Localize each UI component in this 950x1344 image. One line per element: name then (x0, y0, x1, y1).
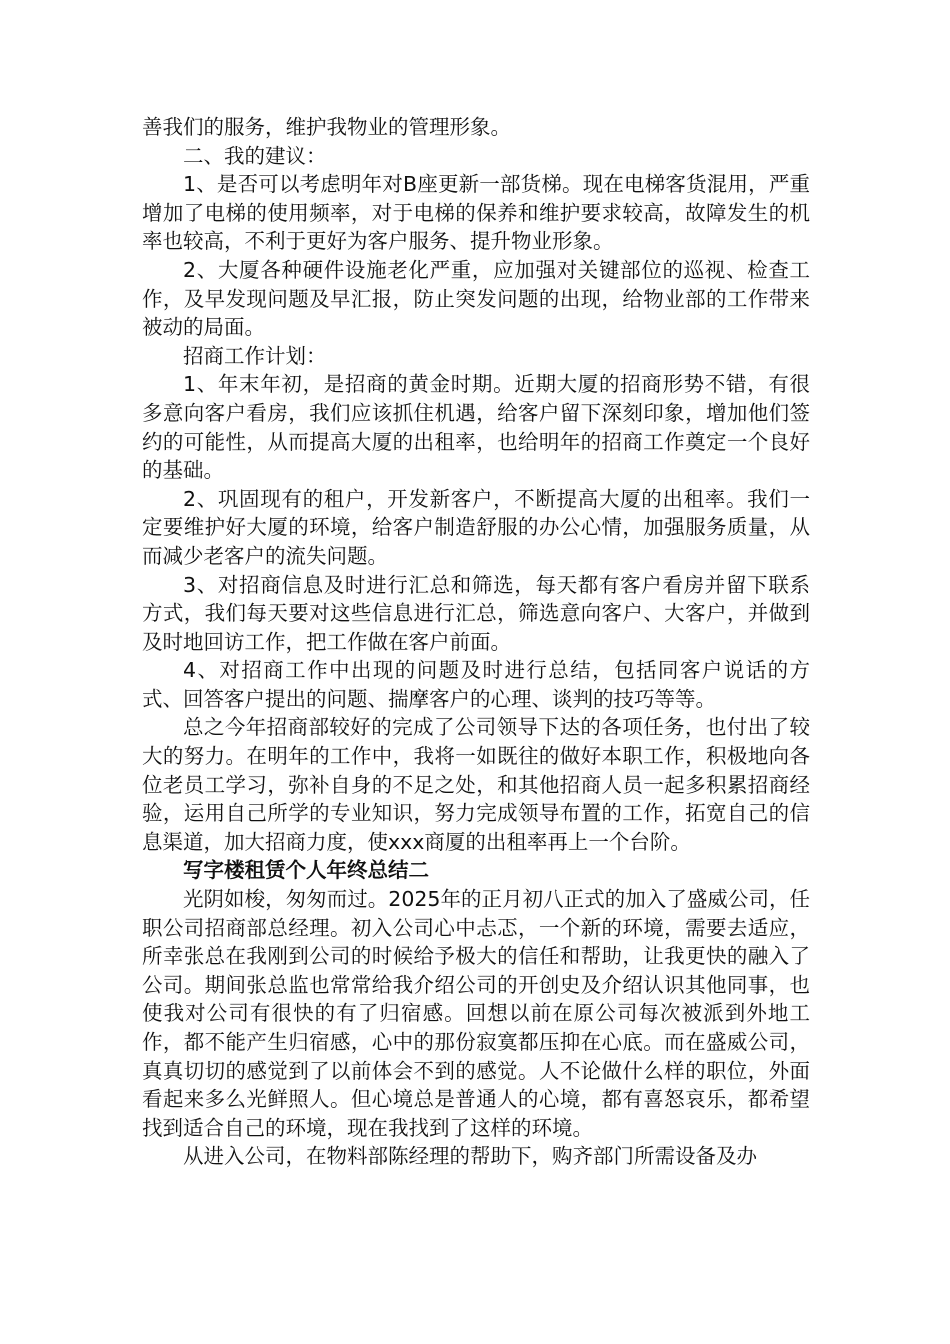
paragraph: 2、大厦各种硬件设施老化严重，应加强对关键部位的巡视、检查工作，及早发现问题及早汇报，防止突发问题的出现，给物业部的工作带来被动的局面。 (142, 257, 810, 340)
section-heading: 招商工作计划： (183, 343, 327, 368)
paragraph: 2、巩固现有的租户，开发新客户，不断提高大厦的出租率。我们一定要维护好大厦的环境，给客户制造舒服的办公心情，加强服务质量，从而减少老客户的流失问题。 (142, 486, 810, 568)
paragraph: 总之今年招商部较好的完成了公司领导下达的各项任务，也付出了较大的努力。在明年的工作中，我将一如既往的做好本职工作，积极地向各位老员工学习，弥补自身的不足之处，和其他招商人员一起多积累招商经验，运用自己所学的专业知识，努力完成领导布置的工作，拓宽自己的信息渠道，加大招商力度，使xxx商厦的出租率再上一个台阶。 (142, 715, 810, 854)
paragraph: 4、对招商工作中出现的问题及时进行总结，包括同客户说话的方式、回答客户提出的问题、揣摩客户的心理、谈判的技巧等等。 (142, 658, 810, 711)
section-heading: 二、我的建议： (183, 143, 327, 168)
paragraph: 1、年末年初，是招商的黄金时期。近期大厦的招商形势不错，有很多意向客户看房，我们应该抓住机遇，给客户留下深刻印象，增加他们签约的可能性，从而提高大厦的出租率，也给明年的招商工作奠定一个良好的基础。 (142, 372, 810, 483)
article-title: 写字楼租赁个人年终总结二 (183, 858, 429, 883)
document-body (142, 113, 810, 1171)
paragraph: 1、是否可以考虑明年对B座更新一部货梯。现在电梯客货混用，严重增加了电梯的使用频率，对于电梯的保养和维护要求较高，故障发生的机率也较高，不利于更好为客户服务、提升物业形象。 (142, 172, 810, 254)
paragraph: 光阴如梭，匆匆而过。2025年的正月初八正式的加入了盛威公司，任职公司招商部总经理。初入公司心中忐忑，一个新的环境，需要去适应，所幸张总在我刚到公司的时候给予极大的信任和帮助，让我更快的融入了公司。期间张总监也常常给我介绍公司的开创史及介绍认识其他同事，也使我对公司有很快的有了归宿感。回想以前在原公司每次被派到外地工作，都不能产生归宿感，心中的那份寂寞都压抑在心底。而在盛威公司，真真切切的感觉到了以前体会不到的感觉。人不论做什么样的职位，外面看起来多么光鲜照人。但心境总是普通人的心境，都有喜怒哀乐，都希望找到适合自己的环境，现在我找到了这样的环境。 (142, 887, 810, 1140)
paragraph: 3、对招商信息及时进行汇总和筛选，每天都有客户看房并留下联系方式，我们每天要对这些信息进行汇总，筛选意向客户、大客户，并做到及时地回访工作，把工作做在客户前面。 (142, 572, 810, 654)
paragraph: 善我们的服务，维护我物业的管理形象。 (142, 115, 511, 139)
paragraph: 从进入公司，在物料部陈经理的帮助下，购齐部门所需设备及办 (183, 1144, 757, 1169)
